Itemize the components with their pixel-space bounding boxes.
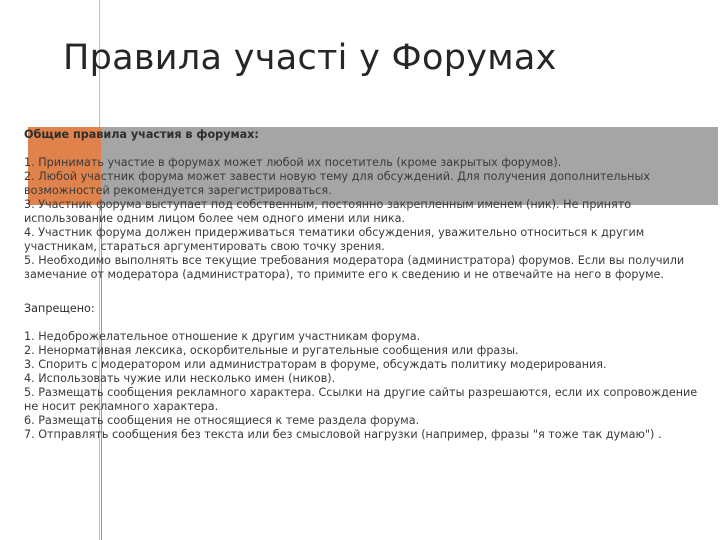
- forbidden-item: 7. Отправлять сообщения без текста или без смысловой нагрузки (например, фразы "я тоже так думаю") .: [24, 428, 662, 441]
- forbidden-item: 5. Размещать сообщения рекламного характера. Ссылки на другие сайты разрешаются, если их сопровождение не носит рекламного характера.: [24, 386, 698, 413]
- rules-list: [24, 156, 704, 282]
- rule-item: 2. Любой участник форума может завести новую тему для обсуждений. Для получения дополнительных возможностей рекомендуется зарегистрироваться.: [24, 170, 650, 197]
- page-title: Правила участі у Форумах: [63, 38, 557, 78]
- forbidden-item: 2. Ненормативная лексика, оскорбительные и ругательные сообщения или фразы.: [24, 344, 519, 357]
- forbidden-list: [24, 330, 704, 442]
- spacer: [24, 142, 704, 156]
- rule-item: 3. Участник форума выступает под собственным, постоянно закрепленным именем (ник). Не принято использование одним лицом более чем одного имени или ника.: [24, 198, 632, 225]
- rule-item: 4. Участник форума должен придерживаться тематики обсуждения, уважительно относиться к другим участникам, стараться аргументировать свою точку зрения.: [24, 226, 645, 253]
- forbidden-item: 3. Спорить с модератором или администраторам в форуме, обсуждать политику модерирования.: [24, 358, 607, 371]
- spacer: [24, 316, 704, 330]
- forbidden-item: 4. Использовать чужие или несколько имен (ников).: [24, 372, 336, 385]
- forbidden-heading: Запрещено:: [24, 302, 95, 315]
- rule-item: 5. Необходимо выполнять все текущие требования модератора (администратора) форумов. Если вы получили замечание от модератора (администратора), то примите его к сведению и не отвечайте на него в форуме.: [24, 254, 685, 281]
- forbidden-item: 1. Недоброжелательное отношение к другим участникам форума.: [24, 330, 421, 343]
- spacer: [24, 282, 704, 302]
- slide-body: [24, 128, 704, 442]
- rule-item: 1. Принимать участие в форумах может любой их посетитель (кроме закрытых форумов).: [24, 156, 562, 169]
- rules-heading: Общие правила участия в форумах:: [24, 128, 259, 141]
- forbidden-item: 6. Размещать сообщения не относящиеся к теме раздела форума.: [24, 414, 420, 427]
